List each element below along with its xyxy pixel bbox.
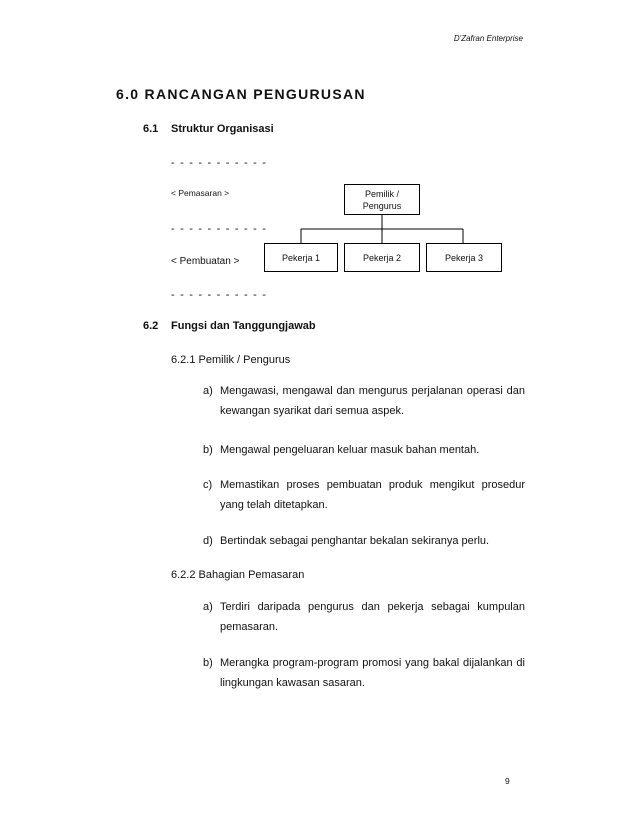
label-pemasaran: < Pemasaran > <box>171 188 230 198</box>
list-item-text: Merangka program-program promosi yang bakal dijalankan di lingkungan kawasan sasaran. <box>220 657 525 689</box>
subsection-number: 6.1 <box>143 123 159 135</box>
list-item <box>203 440 525 460</box>
list-item-text: Memastikan proses pembuatan produk mengikut prosedur yang telah ditetapkan. <box>220 479 525 511</box>
dash-line: - - - - - - - - - - - <box>171 223 268 235</box>
list-item <box>203 653 525 693</box>
sub-subsection-heading: 6.2.2 Bahagian Pemasaran <box>171 569 305 581</box>
list-item-text: Bertindak sebagai penghantar bekalan sekiranya perlu. <box>220 535 490 547</box>
list-item <box>203 381 525 421</box>
list-item <box>203 475 525 515</box>
org-box-pekerja-3: Pekerja 3 <box>426 243 502 272</box>
org-box-pekerja-1: Pekerja 1 <box>264 243 338 272</box>
list-item-text: Terdiri daripada pengurus dan pekerja sebagai kumpulan pemasaran. <box>220 601 525 633</box>
list-item-text: Mengawasi, mengawal dan mengurus perjalanan operasi dan kewangan syarikat dari semua aspek. <box>220 385 525 417</box>
dash-line: - - - - - - - - - - - <box>171 157 268 169</box>
list-item-label: d) <box>203 535 213 547</box>
subsection-title: Struktur Organisasi <box>171 123 274 135</box>
list-item <box>203 531 525 551</box>
subsection-number: 6.2 <box>143 320 159 332</box>
sub-subsection-heading: 6.2.1 Pemilik / Pengurus <box>171 354 291 366</box>
org-box-line: Pengurus <box>362 200 402 211</box>
section-title: 6.0 RANCANGAN PENGURUSAN <box>116 86 366 102</box>
page-number: 9 <box>505 776 510 786</box>
label-pembuatan: < Pembuatan > <box>171 256 240 267</box>
org-box-pemilik <box>344 184 420 215</box>
list-item-text: Mengawal pengeluaran keluar masuk bahan mentah. <box>220 444 480 456</box>
page-header: D'Zafran Enterprise <box>453 34 523 43</box>
org-box-pekerja-2: Pekerja 2 <box>344 243 420 272</box>
list-item-label: a) <box>203 385 213 397</box>
dash-line: - - - - - - - - - - - <box>171 289 268 301</box>
subsection-title: Fungsi dan Tanggungjawab <box>171 320 316 332</box>
list-item-label: b) <box>203 657 213 669</box>
list-item <box>203 597 525 637</box>
org-box-line: Pemilik / <box>364 188 399 199</box>
list-item-label: c) <box>203 479 213 491</box>
list-item-label: a) <box>203 601 213 613</box>
list-item-label: b) <box>203 444 213 456</box>
